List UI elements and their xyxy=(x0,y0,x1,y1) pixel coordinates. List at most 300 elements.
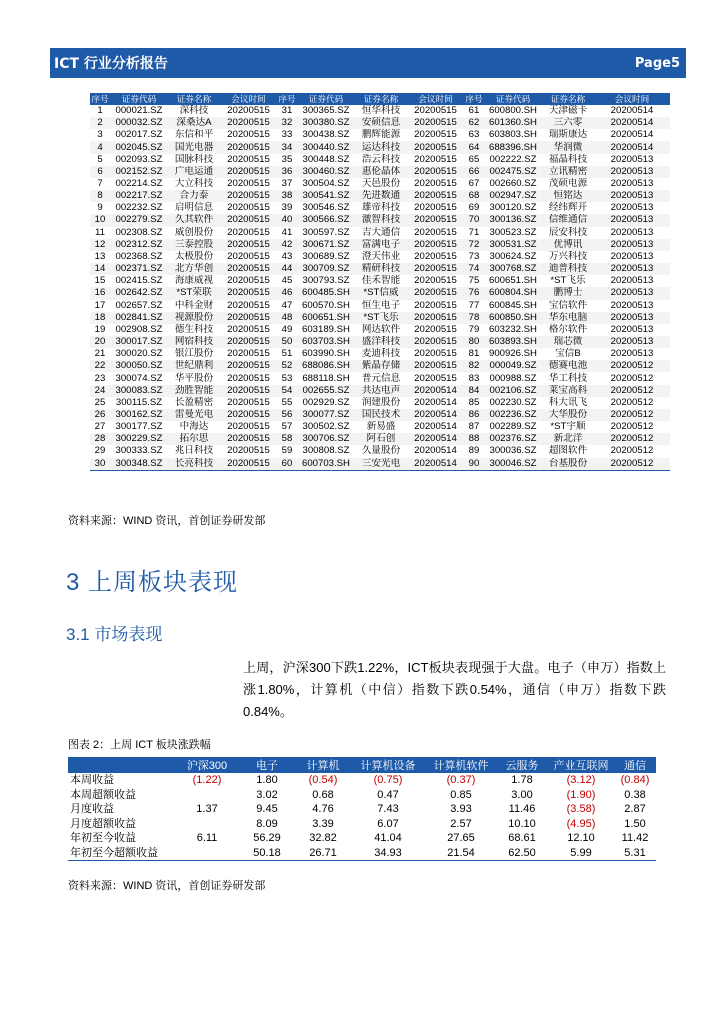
table-cell: 74 xyxy=(464,263,484,275)
table-cell: 三六零 xyxy=(542,117,594,129)
table-cell: 8.09 xyxy=(256,817,278,830)
table-cell: 42 xyxy=(277,239,297,251)
table-cell: 天邑股份 xyxy=(361,178,401,190)
table-cell: 73 xyxy=(468,250,480,262)
table-cell: 300504.SZ xyxy=(302,178,350,190)
table-cell: 300162.SZ xyxy=(110,409,168,421)
table-cell: 华东电脑 xyxy=(542,312,594,324)
table-cell: 002152.SZ xyxy=(110,166,168,178)
table-cell: 60 xyxy=(277,458,297,471)
table-cell: 2 xyxy=(90,117,110,129)
table-cell: 恒铭达 xyxy=(542,190,594,202)
table-row xyxy=(68,788,656,803)
table-cell: 20200515 xyxy=(220,239,277,251)
table-row xyxy=(90,190,670,202)
table-cell: 300523.SZ xyxy=(489,226,537,238)
table-cell: 002947.SZ xyxy=(484,190,542,202)
table-row xyxy=(90,227,670,239)
table-cell: 20200515 xyxy=(227,299,270,311)
table-cell: 长盈精密 xyxy=(174,396,214,408)
table-cell: 62.50 xyxy=(496,846,548,861)
table-cell: 300020.SZ xyxy=(115,348,163,360)
table-cell: 20200515 xyxy=(227,250,270,262)
table-cell: 7 xyxy=(97,178,103,190)
table-cell: 6.11 xyxy=(196,832,218,845)
table-cell: 经纬辉开 xyxy=(548,202,588,214)
table-cell: 69 xyxy=(468,202,480,214)
table-cell: 84 xyxy=(464,385,484,397)
table-cell: 20200515 xyxy=(220,458,277,471)
table-cell: 38 xyxy=(277,190,297,202)
table-cell: 53 xyxy=(281,372,293,384)
table-row xyxy=(90,409,670,421)
table-cell: 002929.SZ xyxy=(302,396,350,408)
table-cell: 300541.SZ xyxy=(297,190,355,202)
table-cell: *ST飞乐 xyxy=(355,312,407,324)
table-cell: 20200515 xyxy=(227,445,270,457)
table-cell: 32.82 xyxy=(309,832,337,845)
table-cell: 福晶科技 xyxy=(548,153,588,165)
table-cell: 长亮科技 xyxy=(168,458,220,471)
table-cell: 20200514 xyxy=(407,458,464,471)
table-cell: 51 xyxy=(281,348,293,360)
table-cell: 太极股份 xyxy=(174,250,214,262)
table-cell: 广电运通 xyxy=(168,166,220,178)
table-cell: 20200515 xyxy=(220,263,277,275)
table-row xyxy=(90,372,670,384)
table-cell: 70 xyxy=(464,214,484,226)
page-number: Page5 xyxy=(634,55,680,71)
table-cell: 57 xyxy=(281,421,293,433)
table-cell: (3.58) xyxy=(566,803,596,816)
table-cell: 0.38 xyxy=(624,788,646,801)
table-cell: 11.42 xyxy=(621,832,649,845)
table-cell: 20200515 xyxy=(227,105,270,117)
table-cell: 20200513 xyxy=(594,312,670,324)
table-cell: 莱宝高科 xyxy=(542,385,594,397)
table-cell: 21.54 xyxy=(426,846,496,861)
table-cell: 5.31 xyxy=(614,846,656,861)
table-cell: 20200515 xyxy=(414,226,457,238)
table-cell: 佳禾智能 xyxy=(361,275,401,287)
table-cell: 300768.SZ xyxy=(484,263,542,275)
table-cell: 002415.SZ xyxy=(115,275,163,287)
table-cell: 88 xyxy=(464,433,484,445)
table-cell: 20200515 xyxy=(220,409,277,421)
table-cell: 惠伦晶体 xyxy=(355,166,407,178)
table-cell: 002371.SZ xyxy=(110,263,168,275)
table-cell: 43 xyxy=(281,250,293,262)
table-cell: 30 xyxy=(90,458,110,471)
table-cell: 82 xyxy=(464,360,484,372)
table-cell: 20200515 xyxy=(414,348,457,360)
table-cell: 89 xyxy=(468,445,480,457)
table-cell: 20200515 xyxy=(227,275,270,287)
table-cell: 300671.SZ xyxy=(297,239,355,251)
table-cell: 久其软件 xyxy=(168,214,220,226)
table-cell: 20200515 xyxy=(220,287,277,299)
table-row xyxy=(90,251,670,263)
table-cell: 900926.SH xyxy=(488,348,537,360)
table-cell: 32 xyxy=(277,117,297,129)
table-cell: 激智科技 xyxy=(355,214,407,226)
table-cell: 300460.SZ xyxy=(297,166,355,178)
table-cell: 45 xyxy=(281,275,293,287)
table-cell: 68 xyxy=(464,190,484,202)
table-cell: 20200515 xyxy=(227,372,270,384)
table-row xyxy=(90,214,670,226)
table-cell: 300136.SZ xyxy=(484,214,542,226)
table-cell: 28 xyxy=(90,433,110,445)
table-cell: 34 xyxy=(277,141,297,153)
table-cell: 20200513 xyxy=(610,202,654,214)
table-cell: 24 xyxy=(90,385,110,397)
table-row xyxy=(90,445,670,457)
table-cell: 20200515 xyxy=(407,166,464,178)
table-cell xyxy=(176,846,238,861)
table-cell: 688086.SH xyxy=(297,360,355,372)
table-cell: 19 xyxy=(94,323,106,335)
table-cell: 20200515 xyxy=(414,323,457,335)
table-cell: 20200514 xyxy=(407,409,464,421)
table-row xyxy=(90,421,670,433)
table-row xyxy=(90,348,670,360)
table-cell: 77 xyxy=(468,299,480,311)
table-cell: 21 xyxy=(94,348,106,360)
table-cell: 78 xyxy=(464,312,484,324)
table-cell: 20200513 xyxy=(594,166,670,178)
table-cell: 300017.SZ xyxy=(110,336,168,348)
table-cell: 29 xyxy=(94,445,106,457)
table-cell: 7.43 xyxy=(377,803,399,816)
table-cell: 20 xyxy=(90,336,110,348)
table-cell: 超图软件 xyxy=(548,445,588,457)
table-cell: 20200514 xyxy=(610,129,654,141)
table-cell: 300036.SZ xyxy=(489,445,537,457)
table-cell: 71 xyxy=(468,226,480,238)
table-cell: 81 xyxy=(468,348,480,360)
table-cell: 603703.SH xyxy=(297,336,355,348)
table-cell: 20200512 xyxy=(594,433,670,445)
table-cell: 61 xyxy=(468,105,480,117)
table-cell: 润建股份 xyxy=(361,396,401,408)
table-cell: 50 xyxy=(277,336,297,348)
table-cell: 辰安科技 xyxy=(548,226,588,238)
table2-caption: 图表 2：上周 ICT 板块涨跌幅 xyxy=(68,739,211,751)
row-label: 本周超额收益 xyxy=(70,788,136,801)
table-cell: 10 xyxy=(90,214,110,226)
column-header: 证券代码 xyxy=(297,93,355,105)
table-cell: 优博讯 xyxy=(542,239,594,251)
table-cell: 80 xyxy=(464,336,484,348)
table-cell: 26.71 xyxy=(296,846,350,861)
table-cell: 华平股份 xyxy=(174,372,214,384)
table-cell: 视源股份 xyxy=(168,312,220,324)
column-header: 产业互联网 xyxy=(548,757,614,773)
table-cell: 富满电子 xyxy=(355,239,407,251)
column-header: 会议时间 xyxy=(407,93,464,105)
table-cell: 2.57 xyxy=(450,817,472,830)
table-cell: 网宿科技 xyxy=(168,336,220,348)
table-cell: 41.04 xyxy=(374,832,402,845)
table-cell: 55 xyxy=(281,396,293,408)
table-row xyxy=(68,831,656,846)
table-cell: 万兴科技 xyxy=(548,250,588,262)
table-cell: 20200512 xyxy=(594,385,670,397)
table-cell: 72 xyxy=(464,239,484,251)
table-cell: 0.68 xyxy=(312,788,334,801)
table-cell: 34.93 xyxy=(350,846,426,861)
table-row xyxy=(90,239,670,251)
table-cell: 20200514 xyxy=(407,433,464,445)
table-cell: 20200515 xyxy=(220,166,277,178)
table-cell: 20200515 xyxy=(414,129,457,141)
table-cell: 20200513 xyxy=(610,250,654,262)
table-cell: 0.47 xyxy=(377,788,399,801)
table-cell: 600651.SH xyxy=(488,275,537,287)
table-cell: 600703.SH xyxy=(297,458,355,471)
column-header: 证券代码 xyxy=(110,93,168,105)
table-cell: 300597.SZ xyxy=(302,226,350,238)
column-header: 云服务 xyxy=(496,757,548,773)
table-cell: 300566.SZ xyxy=(297,214,355,226)
table-cell: 0.85 xyxy=(450,788,472,801)
row-label: 月度超额收益 xyxy=(70,817,136,830)
table-cell: 国民技术 xyxy=(355,409,407,421)
table-cell: 41 xyxy=(281,226,293,238)
table-cell: 拓尔思 xyxy=(168,433,220,445)
table-cell: 宝信软件 xyxy=(548,299,588,311)
table-cell: 300365.SZ xyxy=(302,105,350,117)
table-cell: *ST荣联 xyxy=(168,287,220,299)
table-cell: 20200515 xyxy=(407,214,464,226)
table-cell: 安硕信息 xyxy=(355,117,407,129)
table-row xyxy=(90,336,670,348)
table-cell: 56.29 xyxy=(253,832,281,845)
table-cell: 20200512 xyxy=(610,372,654,384)
table-row xyxy=(90,312,670,324)
table-cell: 20200513 xyxy=(610,226,654,238)
table-cell: 20200515 xyxy=(407,117,464,129)
table-cell: 国光电器 xyxy=(168,141,220,153)
table-cell: 20200514 xyxy=(414,396,457,408)
table-cell: 20200512 xyxy=(610,445,654,457)
column-header: 通信 xyxy=(614,757,656,773)
table-cell: 劲胜智能 xyxy=(168,385,220,397)
table-cell: 20200514 xyxy=(594,117,670,129)
table-cell: 300046.SZ xyxy=(484,458,542,471)
table-cell: 4 xyxy=(90,141,110,153)
table-cell: 300120.SZ xyxy=(489,202,537,214)
table-cell: 63 xyxy=(468,129,480,141)
table-cell: 深桑达A xyxy=(168,117,220,129)
table-cell: 002660.SZ xyxy=(489,178,537,190)
section-heading: 3 上周板块表现 xyxy=(66,569,239,596)
table-row xyxy=(90,360,670,372)
table-cell: 20200515 xyxy=(227,226,270,238)
table-cell: 002376.SZ xyxy=(484,433,542,445)
table-cell: 恒生电子 xyxy=(361,299,401,311)
table-cell: 18 xyxy=(90,312,110,324)
table-cell xyxy=(176,817,238,832)
table-cell: (0.54) xyxy=(308,774,338,787)
table-cell: 40 xyxy=(277,214,297,226)
table-cell: 20200515 xyxy=(407,263,464,275)
table-cell: 20200513 xyxy=(610,275,654,287)
table-cell: 52 xyxy=(277,360,297,372)
table-cell: 恒华科技 xyxy=(361,105,401,117)
table-cell: 信维通信 xyxy=(542,214,594,226)
table-cell: 39 xyxy=(281,202,293,214)
table-cell: 20200515 xyxy=(414,372,457,384)
table-row xyxy=(90,154,670,166)
table-row xyxy=(90,166,670,178)
table-cell: 20200515 xyxy=(414,275,457,287)
table-row xyxy=(68,773,656,788)
table-cell: 20200513 xyxy=(610,348,654,360)
table2-source: 资料来源：WIND 资讯，首创证券研发部 xyxy=(68,880,266,892)
table-cell: 天津磁卡 xyxy=(548,105,588,117)
table-row xyxy=(90,141,670,153)
sector-performance-table xyxy=(68,757,656,861)
table-cell: 13 xyxy=(94,250,106,262)
table-row xyxy=(90,202,670,214)
table-cell: 中海达 xyxy=(179,421,209,433)
table-cell: 603803.SH xyxy=(488,129,537,141)
table-cell: 86 xyxy=(464,409,484,421)
table-cell: 20200512 xyxy=(594,458,670,471)
table-cell: 网达软件 xyxy=(361,323,401,335)
table-cell: 20200515 xyxy=(227,153,270,165)
table-cell: 601360.SH xyxy=(484,117,542,129)
table-cell: 浩云科技 xyxy=(361,153,401,165)
table-cell: 1.78 xyxy=(511,774,533,787)
table-cell: 德生科技 xyxy=(174,323,214,335)
table-cell: 20200513 xyxy=(594,336,670,348)
table-cell: 20200515 xyxy=(407,190,464,202)
table-cell: (1.90) xyxy=(566,788,596,801)
table-cell: 世纪鼎利 xyxy=(168,360,220,372)
table-cell: 20200515 xyxy=(220,433,277,445)
table-cell: 5.99 xyxy=(548,846,614,861)
table-cell: 20200514 xyxy=(414,445,457,457)
table-cell: 20200515 xyxy=(220,141,277,153)
table-row xyxy=(90,287,670,299)
table-cell: 603893.SH xyxy=(484,336,542,348)
table-cell: 20200515 xyxy=(227,129,270,141)
table-cell: 16 xyxy=(90,287,110,299)
table-cell: 国脉科技 xyxy=(174,153,214,165)
table-cell: 阿石创 xyxy=(355,433,407,445)
column-header: 序号 xyxy=(465,94,483,104)
table-cell: 300502.SZ xyxy=(302,421,350,433)
table-cell: 20200515 xyxy=(220,214,277,226)
column-header: 证券名称 xyxy=(542,93,594,105)
table-cell: 久量股份 xyxy=(361,445,401,457)
table-cell: 20200515 xyxy=(407,287,464,299)
table-cell: 1 xyxy=(97,105,103,117)
table-row xyxy=(90,385,670,397)
table-cell: 603189.SH xyxy=(301,323,350,335)
table-cell: 300438.SZ xyxy=(302,129,350,141)
table-cell: 300448.SZ xyxy=(302,153,350,165)
table-cell: 三安光电 xyxy=(355,458,407,471)
table-cell: 300808.SZ xyxy=(302,445,350,457)
table-cell: 300348.SZ xyxy=(110,458,168,471)
table-cell: (0.37) xyxy=(446,774,476,787)
column-header: 会议时间 xyxy=(220,93,277,105)
table-cell: 中科金财 xyxy=(174,299,214,311)
table-cell: 20200515 xyxy=(414,153,457,165)
table-cell: 300706.SZ xyxy=(297,433,355,445)
table-cell: 600570.SH xyxy=(301,299,350,311)
table-cell: 20200512 xyxy=(610,421,654,433)
table-cell: 600651.SH xyxy=(297,312,355,324)
column-header: 证券名称 xyxy=(355,93,407,105)
table-cell: (1.22) xyxy=(192,774,222,787)
table-cell: 启明信息 xyxy=(174,202,214,214)
table-cell: 27.65 xyxy=(447,832,475,845)
table-cell: 紫晶存储 xyxy=(355,360,407,372)
table-cell: 002106.SZ xyxy=(484,385,542,397)
table-cell: 华工科技 xyxy=(548,372,588,384)
table-cell: 002236.SZ xyxy=(484,409,542,421)
table-cell: 59 xyxy=(281,445,293,457)
table-cell: 14 xyxy=(90,263,110,275)
table-cell: 科大讯飞 xyxy=(548,396,588,408)
table-cell: 雄帝科技 xyxy=(361,202,401,214)
table-cell: 三泰控股 xyxy=(168,239,220,251)
table-row xyxy=(68,817,656,832)
table-cell: 300083.SZ xyxy=(110,385,168,397)
table-cell: 002308.SZ xyxy=(115,226,163,238)
table-cell: 47 xyxy=(281,299,293,311)
table-cell: 66 xyxy=(464,166,484,178)
table-cell: 67 xyxy=(468,178,480,190)
table-cell: 10.10 xyxy=(508,817,536,830)
table-cell: 20200513 xyxy=(610,153,654,165)
table-cell: (0.84) xyxy=(620,774,650,787)
table-cell: 20200515 xyxy=(220,385,277,397)
table-cell: 22 xyxy=(90,360,110,372)
table-cell: 3 xyxy=(97,129,103,141)
table-cell: 002232.SZ xyxy=(115,202,163,214)
table-cell: 20200515 xyxy=(220,117,277,129)
table-cell: 002279.SZ xyxy=(110,214,168,226)
table-cell: 精研科技 xyxy=(355,263,407,275)
table-cell: 北方华创 xyxy=(168,263,220,275)
table-cell: 002045.SZ xyxy=(110,141,168,153)
table-cell: 20200513 xyxy=(594,263,670,275)
table-cell: 雷曼光电 xyxy=(168,409,220,421)
table-cell: 银江股份 xyxy=(174,348,214,360)
table-cell: 20200515 xyxy=(407,336,464,348)
table-cell: 002655.SZ xyxy=(297,385,355,397)
table-cell: 36 xyxy=(277,166,297,178)
table-cell: 20200514 xyxy=(407,385,464,397)
column-header: 序号 xyxy=(91,94,109,104)
table-cell: 75 xyxy=(468,275,480,287)
table-cell: 46 xyxy=(277,287,297,299)
table-cell: 37 xyxy=(281,178,293,190)
table-cell: 20200513 xyxy=(594,214,670,226)
table-cell: 300380.SZ xyxy=(297,117,355,129)
table-cell: 20200515 xyxy=(414,105,457,117)
table-cell: 33 xyxy=(281,129,293,141)
table-cell: 300115.SZ xyxy=(115,396,163,408)
table-cell: 麦迪科技 xyxy=(361,348,401,360)
table-cell: *ST宇顺 xyxy=(550,421,586,433)
